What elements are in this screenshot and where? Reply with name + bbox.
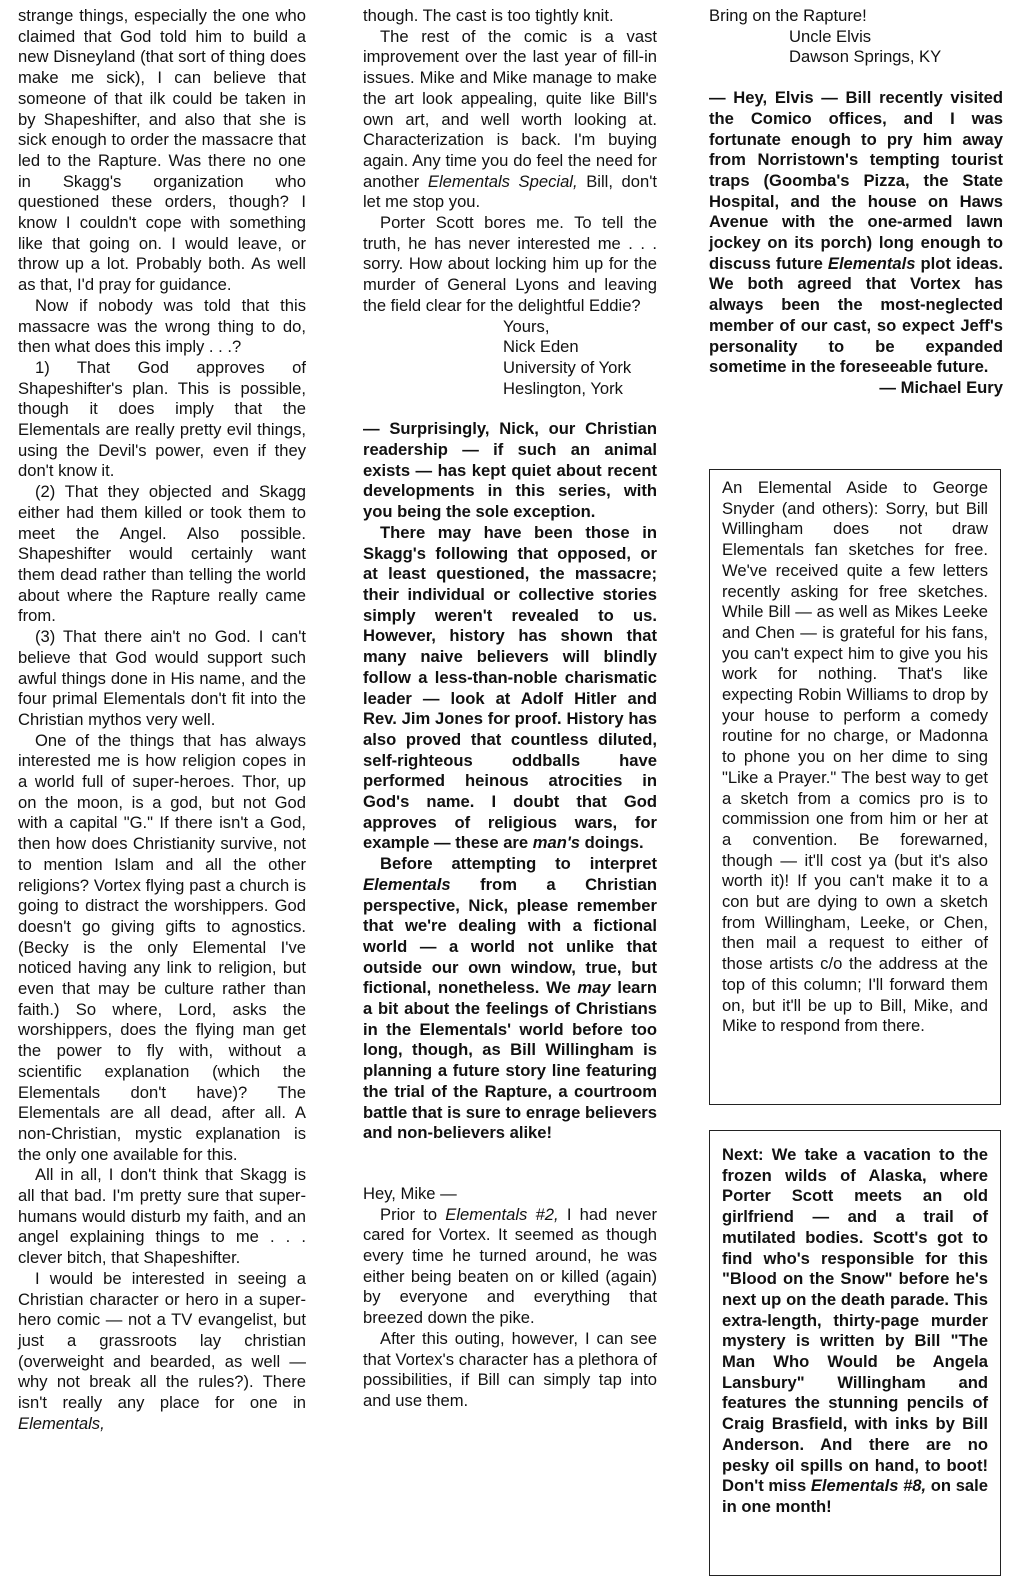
signature-name: Nick Eden [503, 337, 579, 357]
letter-paragraph: One of the things that has always interested me is how religion copes in a world full of super-heroes. Thor, up on the moon, is a god, but not God with a capital "G." If there isn't a God, then how does Christianity survive, not to mention Islam and all the other religions? Vortex flying past a church is going to distract the worshippers. God doesn't go giving gifts to agnostics. (Becky is the only Elemental I've noticed having any link to religion, but even that may be culture rather than faith.) So where, Lord, asks the worshippers, does the flying man get the power to fly with, without a scientific explanation (which the Elementals don't have)? The Elementals are all dead, after all. A non-Christian, mystic explanation is the only one available for this. [18, 730, 306, 1164]
letter-text: I would be interested in seeing a Christian character or hero in a super-hero comic — not a TV evangelist, but just a grassroots lay christian (overweight and bearded, as well — why not break all the rules?). There isn't really any place for one in [18, 1268, 306, 1413]
editor-signature: — Michael Eury [879, 377, 1003, 397]
title-italic: Elementals, [18, 1413, 105, 1433]
reply-text: plot ideas. We both agreed that Vortex has always been the most-neglected member of our cast, so expect Jeff's personality to be expanded sometime in the foreseeable future. [709, 253, 1004, 377]
editor-reply [709, 88, 1003, 399]
reply-paragraph: — Surprisingly, Nick, our Christian readership — if such an animal exists — has kept quiet about recent developments in this series, with you being the sole exception. [363, 419, 657, 522]
reply-text: Before attempting to interpret [380, 854, 657, 874]
spacer [363, 1144, 657, 1184]
next-italic: Elementals #8, [810, 1476, 927, 1496]
spacer [363, 399, 657, 419]
reply-paragraph [363, 523, 657, 854]
letter-paragraph: After this outing, however, I can see that Vortex's character has a plethora of possibilities, if Bill can simply tap into and use them. [363, 1328, 657, 1410]
reply-text: — Hey, Elvis — Bill recently visited the Comico offices, and I was fortunate enough to pry him away from Norristown's tempting tourist traps (Goomba's Pizza, the State Hospital, and the house on Haws Avenue with the one-armed lawn jockey on its porch) long enough to discuss future [709, 88, 1003, 273]
signature-name: Uncle Elvis [789, 26, 872, 46]
letter-paragraph: 1) That God approves of Shapeshifter's plan. This is possible, though it does imply that the Elementals are really pretty evil things, using the Devil's power, even if they don't know it. [18, 357, 306, 481]
signoff: Yours, [503, 316, 550, 336]
column-3 [709, 6, 1003, 399]
letter-paragraph [18, 1269, 306, 1435]
signature-address: Dawson Springs, KY [789, 47, 942, 67]
reply-text: There may have been those in Skagg's following that opposed, or at least questioned, the massacre; their individual or collective stories simply weren't revealed to us. However, history has shown that many naive believers will blindly follow a less-than-noble charismatic leader — look at Adolf Hitler and Rev. Jim Jones for proof. History has also proved that countless diluted, self-righteous oddballs have performed heinous atrocities in God's name. I doubt that God approves of religious wars, for example — these are [363, 522, 657, 853]
letter-paragraph: (3) That there ain't no God. I can't believe that God would support such awful things done in His name, and the four primal Elementals don't fit into the Christian mythos very well. [18, 627, 306, 729]
reply-paragraph [363, 854, 657, 1144]
signature-address: University of York [503, 357, 632, 377]
next-issue-text [722, 1145, 988, 1518]
letter-paragraph: Porter Scott bores me. To tell the truth, he has never interested me . . . sorry. How about locking him up for the murder of General Lyons and leaving the field clear for the delightful Eddie? [363, 213, 657, 315]
reply-text: learn a bit about the feelings of Christians in the Elementals' world before too long, though, as Bill Willingham is planning a future story line featuring the trial of the Rapture, a courtroom battle that is sure to enrage believers and non-believers alike! [363, 978, 658, 1143]
next-text: on sale in one month! [722, 1476, 988, 1516]
next-text: Next: We take a vacation to the frozen wilds of Alaska, where Porter Scott meets an old girlfriend — and a trail of mutilated bodies. Scott's got to find who's responsible for this "Blood on the Snow" before he's next up on the death parade. This extra-length, thirty-page murder mystery is written by Bill "The Man Who Would be Angela Lansbury" Willingham and features the stunning pencils of Craig Brasfield, with inks by Bill Anderson. And there are no pesky oil spills on hand, to boot! Don't miss [722, 1145, 988, 1496]
letter-paragraph: Now if nobody was told that this massacre was the wrong thing to do, then what does this imply . . .? [18, 295, 306, 357]
letter-text: The rest of the comic is a vast improvement over the last year of fill-in issues. Mike and Mike manage to make the art look appealing, quite like Bill's own art, and well worth looking at. Characterization is back. I'm buying again. Any time you do feel the need for another [363, 26, 657, 191]
reply-italic: man's [532, 833, 581, 853]
column-1 [18, 6, 306, 1435]
letter-paragraph [363, 27, 657, 213]
column-2 [363, 6, 657, 1412]
reply-paragraph [709, 88, 1003, 378]
spacer [709, 68, 1003, 88]
aside-box [709, 469, 1001, 1105]
reply-italic: Elementals [363, 874, 451, 894]
editor-reply [363, 419, 657, 1144]
title-italic: Elementals #2, [445, 1204, 559, 1224]
aside-text: An Elemental Aside to George Snyder (and others): Sorry, but Bill Willingham does not draw Elementals fan sketches for free. We've received quite a few letters recently asking for free sketches. While Bill — as well as Mikes Leeke and Chen — is grateful for his fans, you can't expect him to give you his work for nothing. That's like expecting Robin Williams to drop by your house to perform a comedy routine for no charge, or Madonna to phone you on her dime to sing "Like a Prayer." The best way to get a sketch from a comics pro is to commission one from him or her at a convention. Be forewarned, though — it'll cost ya (but it's also worth it)! If you can't make it to a con but are dying to own a sketch from Willingham, Leeke, or Chen, then mail a request to either of those artists c/o the address at the top of this column; I'll forward them on, but it'll be up to Bill, Mike, and Mike to respond from there. [722, 478, 988, 1036]
reply-text: doings. [580, 833, 644, 853]
letter-text: Prior to [380, 1204, 446, 1224]
signature-address: Heslington, York [503, 378, 623, 398]
letter-paragraph: strange things, especially the one who claimed that God told him to build a new Disneyland (that sort of thing does make me sick), I can believe that someone of that ilk could be taken in by Shapeshifter, and also that she is sick enough to order the massacre that led to the Rapture. Was there no one in Skagg's organization who questioned these orders, though? I know I couldn't cope with something like that going on. I would leave, or throw up a lot. Probably both. As well as that, I'd pray for guidance. [18, 6, 306, 295]
letter-paragraph: Bring on the Rapture! [709, 6, 867, 25]
letter-paragraph: All in all, I don't think that Skagg is all that bad. I'm pretty sure that super-humans would disturb my faith, and an angel explaining things to me . . . clever bitch, that Shapeshifter. [18, 1165, 306, 1268]
letter-text: Bill, don't let me stop you. [363, 171, 657, 212]
letter-paragraph: though. The cast is too tightly knit. [363, 6, 614, 25]
letter-paragraph [363, 1205, 657, 1329]
next-issue-box [709, 1130, 1001, 1576]
letter-greeting: Hey, Mike — [363, 1183, 457, 1203]
reply-text: from a Christian perspective, Nick, please remember that we're dealing with a fictional world — a world not unlike that outside our own window, true, but fictional, nonetheless. We [363, 874, 657, 998]
title-italic: Elementals Special, [427, 171, 578, 191]
letter-paragraph: (2) That they objected and Skagg either had them killed or took them to meet the Angel. Also possible. Shapeshifter would certainly want them dead rather than telling the world about where the Rapture really came from. [18, 482, 306, 626]
letter-text: I had never cared for Vortex. It seemed as though every time he turned around, he was either being beaten on or killed (again) by everyone and everything that breezed down the pike. [363, 1204, 658, 1328]
reply-italic: Elementals [827, 253, 916, 273]
reply-italic: may [577, 978, 611, 998]
